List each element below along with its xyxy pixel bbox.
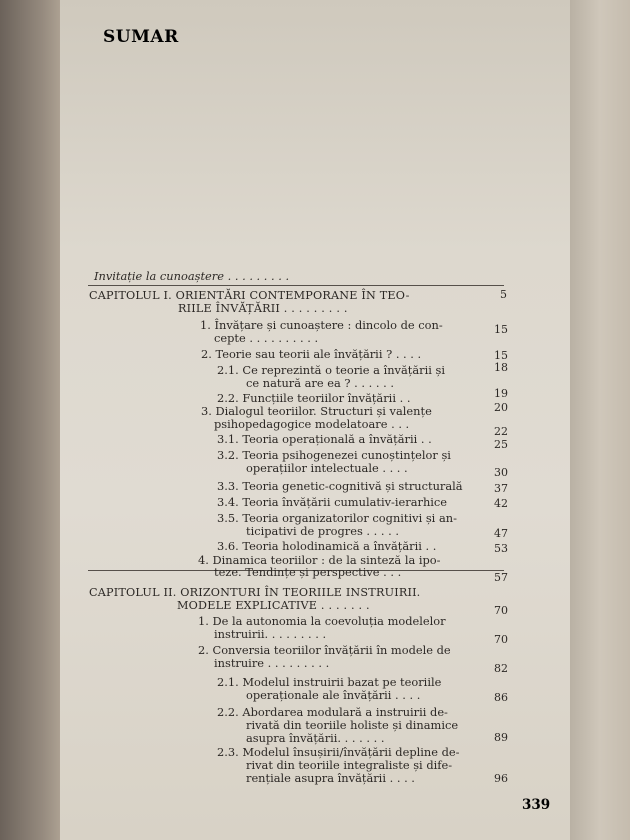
toc-entry: cepte . . . . . . . . . . <box>214 331 319 345</box>
toc-entry: 3.4. Teoria învățării cumulativ-ierarhice <box>217 495 448 509</box>
toc-entry: ce natură are ea ? . . . . . . <box>246 376 394 390</box>
toc-page-number: 47 <box>494 527 508 540</box>
toc-chapter: RIILE ÎNVĂȚĂRII . . . . . . . . . <box>178 302 348 315</box>
toc-page-number: 53 <box>494 542 508 555</box>
toc-entry: Invitație la cunoaștere . . . . . . . . . <box>94 269 290 283</box>
toc-entry: 2. Teorie sau teorii ale învățării ? . . . . <box>201 347 422 361</box>
toc-entry: ticipativi de progres . . . . . <box>246 524 400 538</box>
toc-page-number: 57 <box>494 571 508 584</box>
toc-page-number: 70 <box>494 633 508 646</box>
page-title: SUMAR <box>103 27 179 47</box>
toc-entry: rivat din teoriile integraliste și dife- <box>246 758 453 772</box>
page-number: 339 <box>522 797 551 813</box>
toc-entry: 3. Dialogul teoriilor. Structuri și valențe <box>201 404 432 418</box>
toc-page-number: 15 <box>494 323 508 336</box>
toc-entry: psihopedagogice modelatoare . . . <box>214 417 410 431</box>
toc-page-number: 82 <box>494 662 508 675</box>
toc-entry: 2.3. Modelul însușirii/învățării depline de- <box>217 745 460 759</box>
toc-page-number: 20 <box>494 401 508 414</box>
toc-entry: instruirii. . . . . . . . . <box>214 627 327 641</box>
toc-entry: 3.1. Teoria operațională a învățării . . <box>217 432 432 446</box>
toc-chapter: MODELE EXPLICATIVE . . . . . . . <box>177 599 370 612</box>
toc-entry: rențiale asupra învățării . . . . <box>246 771 415 785</box>
toc-page-number: 5 <box>500 288 507 301</box>
toc-entry: 2.1. Modelul instruirii bazat pe teoriile <box>217 675 442 689</box>
toc-entry: 1. Învățare și cunoaștere : dincolo de con- <box>200 318 443 332</box>
toc-entry: 4. Dinamica teoriilor : de la sinteză la ipo- <box>198 553 441 567</box>
toc-entry: 3.2. Teoria psihogenezei cunoștințelor și <box>217 448 451 462</box>
toc-page-number: 19 <box>494 387 508 400</box>
toc-page-number: 30 <box>494 466 508 479</box>
toc-entry: 3.3. Teoria genetic-cognitivă și structurală <box>217 479 463 493</box>
toc-entry: 2.2. Funcțiile teoriilor învățării . . <box>217 391 411 405</box>
toc-entry: operaționale ale învățării . . . . <box>246 688 421 702</box>
toc-entry: 2. Conversia teoriilor învățării în modele de <box>198 643 451 657</box>
toc-page-number: 86 <box>494 691 508 704</box>
toc-entry: operațiilor intelectuale . . . . <box>246 461 408 475</box>
toc-entry: rivată din teoriile holiste și dinamice <box>246 718 459 732</box>
toc-entry: instruire . . . . . . . . . <box>214 656 330 670</box>
toc-entry: 3.6. Teoria holodinamică a învățării . . <box>217 539 437 553</box>
toc-page-number: 89 <box>494 731 508 744</box>
toc-page-number: 18 <box>494 361 508 374</box>
toc-page-number: 22 <box>494 425 508 438</box>
toc-chapter: CAPITOLUL I. ORIENTĂRI CONTEMPORANE ÎN TEO- <box>89 289 410 302</box>
toc-entry: 1. De la autonomia la coevoluția modelelor <box>198 614 446 628</box>
chapter-rule <box>88 285 504 286</box>
toc-page-number: 15 <box>494 349 508 362</box>
toc-page-number: 96 <box>494 772 508 785</box>
toc-entry: 3.5. Teoria organizatorilor cognitivi și an- <box>217 511 457 525</box>
toc-entry: teze. Tendințe și perspective . . . <box>214 565 402 579</box>
toc-entry: 2.1. Ce reprezintă o teorie a învățării și <box>217 363 445 377</box>
toc-page-number: 25 <box>494 438 508 451</box>
toc-entry: 2.2. Abordarea modulară a instruirii de- <box>217 705 448 719</box>
toc-page-number: 37 <box>494 482 508 495</box>
toc-page-number: 42 <box>494 497 508 510</box>
toc-page-number: 70 <box>494 604 508 617</box>
toc-entry: asupra învățării. . . . . . . <box>246 731 385 745</box>
toc-chapter: CAPITOLUL II. ORIZONTURI ÎN TEORIILE INSTRUIRII. <box>89 586 421 599</box>
